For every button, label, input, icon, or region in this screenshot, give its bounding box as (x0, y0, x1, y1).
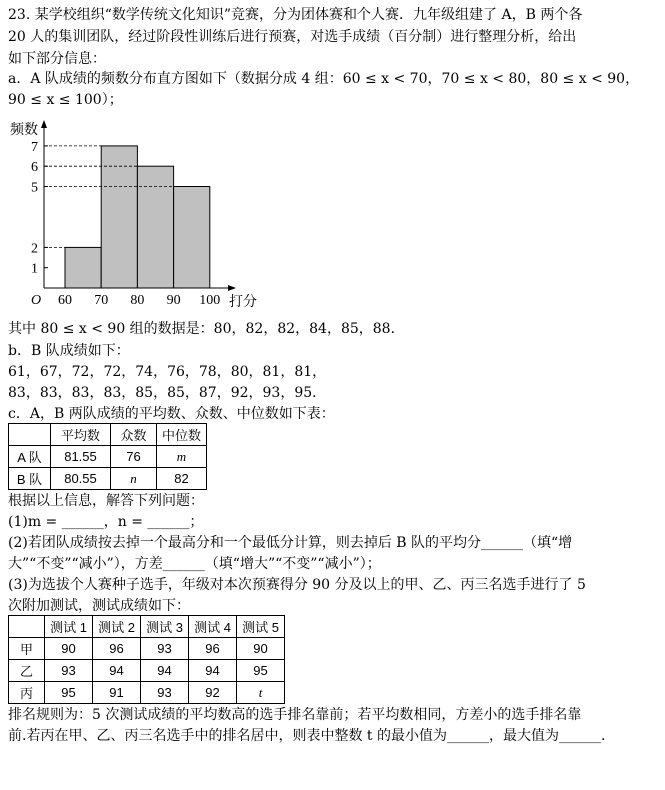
y-axis-label: 频数 (10, 123, 38, 138)
stats-table-cell: 80.55 (51, 468, 111, 490)
test-table (8, 615, 285, 704)
stats-table-header-row (9, 424, 207, 446)
stats-table-cell: n (111, 468, 157, 490)
y-tick-label: 5 (31, 180, 38, 196)
test-table-cell: 95 (45, 682, 93, 704)
test-table-row (9, 638, 285, 660)
test-table-cell: 96 (93, 638, 141, 660)
question-line-9: 83，83，83，83，85，85，87，92，93，95． (8, 385, 327, 401)
test-table-row-label: 甲 (9, 638, 45, 660)
question-line-7: b．B 队成绩如下： (8, 343, 130, 359)
y-axis-arrow (41, 120, 47, 128)
test-table-header-cell: 测试 1 (45, 616, 93, 638)
histogram-bar (65, 247, 101, 288)
question-line-15: (3)为选拔个人赛种子选手，年级对本次预赛得分 90 分及以上的甲、乙、丙三名选手进行了 5 (8, 577, 586, 593)
question-line-1: 23. 某学校组织“数学传统文化知识”竞赛，分为团体赛和个人赛．九年级组建了 A，B 两个各 (8, 7, 583, 23)
test-table-cell: 93 (45, 660, 93, 682)
stats-table-header-cell: 中位数 (157, 424, 207, 446)
stats-table-cell: 76 (111, 446, 157, 468)
question-line-12: (1)m = ______，n = ______； (8, 514, 204, 530)
x-tick-label: 80 (130, 293, 145, 308)
question-line-16: 次附加测试，测试成绩如下： (8, 598, 190, 614)
stats-table-row (9, 468, 207, 490)
test-table-cell: 93 (141, 682, 189, 704)
stats-table (8, 423, 207, 490)
stats-table-cell: m (157, 446, 207, 468)
test-table-row (9, 660, 285, 682)
stats-table-cell: 82 (157, 468, 207, 490)
histogram-bar (101, 146, 137, 288)
test-table-header-cell: 测试 5 (237, 616, 285, 638)
stats-table-row-label: B 队 (9, 468, 51, 490)
x-axis-label: 打分 (229, 295, 257, 310)
stats-table-row-label: A 队 (9, 446, 51, 468)
question-line-3: 如下部分信息： (8, 51, 106, 67)
y-tick-label: 2 (31, 241, 38, 257)
test-table-header-cell (9, 616, 45, 638)
test-table-cell: 94 (93, 660, 141, 682)
histogram-bar (174, 187, 210, 289)
question-line-8: 61，67，72，72，74，76，78，80，81，81， (8, 364, 327, 380)
x-tick-label: 100 (199, 293, 221, 308)
test-table-cell: 90 (45, 638, 93, 660)
test-table-header-cell: 测试 4 (189, 616, 237, 638)
question-line-18: 前.若丙在甲、乙、丙三名选手中的排名居中，则表中整数 t 的最小值为______，最大值为______. (8, 728, 606, 744)
test-table-cell: 94 (189, 660, 237, 682)
histogram (0, 112, 280, 312)
y-tick-label: 1 (31, 261, 38, 277)
stats-table-row (9, 446, 207, 468)
test-table-cell: 91 (93, 682, 141, 704)
test-table-row-label: 乙 (9, 660, 45, 682)
test-table-cell: 96 (189, 638, 237, 660)
x-axis-arrow (228, 285, 236, 291)
x-tick-label: 60 (58, 293, 72, 308)
question-line-11: 根据以上信息，解答下列问题： (8, 493, 204, 509)
question-line-13: (2)若团队成绩按去掉一个最高分和一个最低分计算，则去掉后 B 队的平均分______（填“增 (8, 535, 573, 551)
test-table-cell: 92 (189, 682, 237, 704)
question-line-17: 排名规则为：5 次测试成绩的平均数高的选手排名靠前；若平均数相同，方差小的选手排名靠 (8, 707, 582, 723)
question-line-5: 90 ≤ x ≤ 100）； (8, 92, 123, 108)
origin-label: O (30, 293, 42, 308)
test-table-header-row (9, 616, 285, 638)
question-line-6: 其中 80 ≤ x < 90 组的数据是：80，82，82，84，85，88． (8, 321, 405, 337)
y-tick-label: 6 (31, 160, 38, 176)
question-line-10: c．A，B 两队成绩的平均数、众数、中位数如下表： (8, 406, 335, 422)
test-table-cell: 93 (141, 638, 189, 660)
test-table-row (9, 682, 285, 704)
y-tick-label: 7 (31, 139, 38, 155)
test-table-cell: 90 (237, 638, 285, 660)
test-table-row-label: 丙 (9, 682, 45, 704)
question-line-4: a．A 队成绩的频数分布直方图如下（数据分成 4 组：60 ≤ x < 70，70 ≤ x < 80，80 ≤ x < 90， (8, 71, 640, 87)
stats-table-header-cell: 众数 (111, 424, 157, 446)
stats-table-header-cell: 平均数 (51, 424, 111, 446)
x-tick-label: 90 (166, 293, 181, 308)
test-table-cell: t (237, 682, 285, 704)
x-tick-label: 70 (94, 293, 109, 308)
question-line-14: 大”“不变”“减小”），方差______（填“增大”“不变”“减小”）； (8, 556, 381, 572)
test-table-header-cell: 测试 3 (141, 616, 189, 638)
test-table-cell: 94 (141, 660, 189, 682)
test-table-header-cell: 测试 2 (93, 616, 141, 638)
question-line-2: 20 人的集训团队，经过阶段性训练后进行预赛，对选手成绩（百分制）进行整理分析，给出 (8, 29, 577, 45)
histogram-bar (137, 166, 173, 288)
stats-table-cell: 81.55 (51, 446, 111, 468)
stats-table-header-cell (9, 424, 51, 446)
test-table-cell: 95 (237, 660, 285, 682)
